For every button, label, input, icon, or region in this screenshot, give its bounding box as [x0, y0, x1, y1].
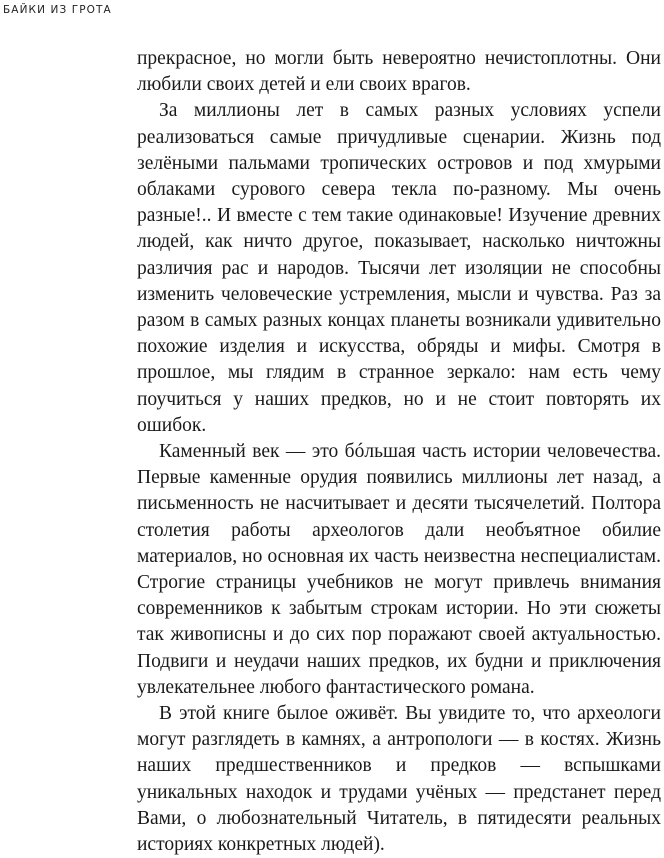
- paragraph-2: За миллионы лет в самых разных условиях успели реализоваться самые причудливые сценарии. Жизнь под зелёными пальмами тропических островов и под хмурыми облаками сурового севера текла по-разному. Мы очень разные!.. И вместе с тем такие одинаковые! Изучение древних людей, как ничто другое, показывает, насколько ничтожны различия рас и народов. Тысячи лет изоляции не способны изменить человеческие устремления, мысли и чувства. Раз за разом в самых разных концах планеты возникали удивительно похожие изделия и искусства, обряды и мифы. Смотря в прошлое, мы глядим в странное зеркало: нам есть чему поучиться у наших предков, но и не стоит повторять их ошибок.: [137, 100, 661, 436]
- body-text: [137, 46, 661, 858]
- paragraph-3: Каменный век — это бóльшая часть истории человечества. Первые каменные орудия появились миллионы лет назад, а письменность не насчитывает и десяти тысячелетий. Полтора столетия работы археологов дали необъятное обилие материалов, но основная их часть неизвестна неспециалистам. Строгие страницы учебников не могут привлечь внимания современников к забытым строкам истории. Но эти сюжеты так живописны и до сих пор поражают своей актуальностью. Подвиги и неудачи наших предков, их будни и приключения увлекательнее любого фантастического романа.: [137, 441, 661, 698]
- paragraph-1: прекрасное, но могли быть невероятно нечистоплотны. Они любили своих детей и ели своих врагов.: [137, 48, 661, 96]
- running-head: БАЙКИ ИЗ ГРОТА: [3, 4, 112, 16]
- paragraph-4: В этой книге былое оживёт. Вы увидите то, что археологи могут разглядеть в камнях, а антропологи — в костях. Жизнь наших предшественников и предков — вспышками уникальных находок и трудами учёных — предстанет перед Вами, о любознательный Читатель, в пятидесяти реальных историях конкретных людей).: [137, 703, 661, 856]
